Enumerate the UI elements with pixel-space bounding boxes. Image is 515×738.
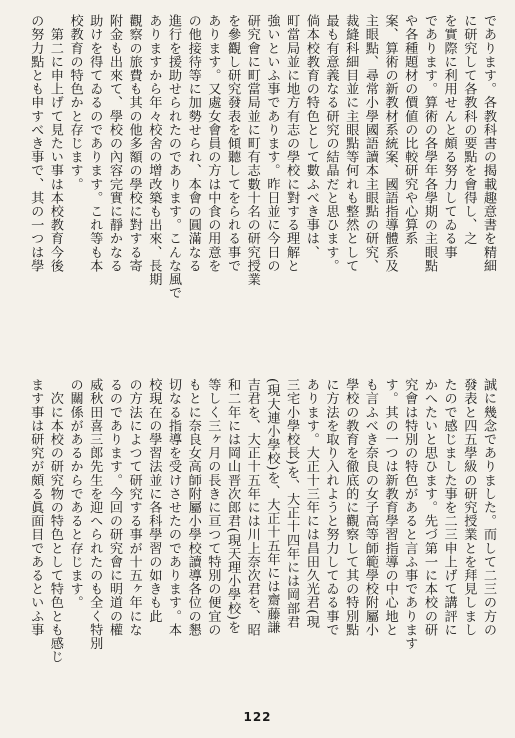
text-column: や各種題材の價値の比較研究や心算系 [402, 14, 418, 246]
text-column: 三宅小學校長)を、大正十四年には岡部君 [284, 378, 300, 629]
text-column: 町當局並に地方有志の學校に對する理解と [284, 14, 300, 273]
text-column: 校教育の特色かと存じます。 [67, 14, 83, 191]
text-column: 主眼點、尋常小學國語讀本主眼點の研究、 [362, 14, 378, 273]
text-column: に方法を取り入れようと努力してゐる事で [323, 378, 339, 637]
lower-text-block [22, 378, 498, 708]
text-column: あります。又處女會員の方は中食の用意を [205, 14, 221, 273]
text-column: 倘本校教育の特色として數ふべき事は、 [303, 14, 319, 259]
text-column: るのであります。今回の研究會に明道の權 [106, 378, 122, 637]
text-column: 附金も出來て、學校の內容完實に靜かなる [106, 14, 122, 273]
page-number: 122 [243, 710, 272, 724]
text-column: もとに奈良女高師附屬小學校讀導各位の懇 [185, 378, 201, 637]
text-column: を參觀し研究發表を傾聽してをられる事で [225, 14, 241, 273]
text-column: 和二年には岡山晋次郎君(現天理小學校)を [225, 378, 241, 634]
text-column: かへたいと思ひます。先づ第一に本校の研 [421, 378, 437, 637]
text-column: 威秋田喜三郎先生を迎へられたのも全く特別 [87, 378, 103, 650]
text-column: 最も有意義なる研究の結晶だと思ひます。 [323, 14, 339, 273]
text-column: も言ふべき奈良の女子高等師範學校附屬小 [362, 378, 378, 637]
text-column: 第二に申上げて見たい事は本校教育今後 [47, 14, 63, 273]
upper-text-block [22, 14, 498, 364]
text-column: の方法によつて研究する事が十五ヶ年にな [126, 378, 142, 637]
text-column: を實際に利用せんと頗る努力してゐる事 [441, 14, 457, 259]
text-column: (現大連小學校)を、大正十五年には齋藤謙 [264, 378, 280, 634]
text-column: 進行を援助せられたのであります。こんな風で [166, 14, 181, 300]
text-column: 研究會に町當局並に町有志數十名の研究授業 [244, 14, 260, 286]
text-column: 發表と四五學級の研究授業とを拜見しまし [461, 378, 477, 637]
text-column: ありますから年々校舍の增改築も出來、長期 [146, 14, 162, 286]
text-column: 助けを得てゐるのであります。これ等も本 [87, 14, 103, 273]
text-column: 學校の教育を徹底的に觀察して其の特別點 [343, 378, 359, 637]
text-column: 強いといふ事であります。昨日並に今日の [264, 14, 280, 273]
text-column: ます事は研究が頗る眞面目であるといふ事 [28, 378, 44, 637]
text-column: の他接待等に加勢せられ、本會の圓滿なる [185, 14, 201, 273]
text-column: に研究して各教科の要點を會得し、之 [461, 14, 477, 246]
text-column: 次に本校の研究物の特色として特色とも感じ [47, 378, 63, 664]
text-column: す。其の一つは新教育學習指導の中心地と [382, 378, 398, 637]
text-column: であります。各教科書の揭載趣意書を精細 [481, 14, 496, 273]
text-column: 裁縫科細目並に主眼點等何れも整然として [343, 14, 359, 273]
text-column: 誠に幾念でありました。而して二三の方の [481, 378, 496, 637]
text-column: 切なる指導を受けさせたのであります。本 [166, 378, 181, 637]
text-column: 觀察の旅費も其の他多額の學校に對する寄 [126, 14, 142, 273]
text-column: たので感じました事を二三申上げて講評に [441, 378, 457, 637]
text-column: 校現在の學習法並に各科學習の如きも此 [146, 378, 162, 623]
text-column: であります。算術の各學年各學期の主眼點 [421, 14, 437, 273]
text-column: あります。大正十三年には昌田久光君(現 [303, 378, 319, 629]
text-column: 案、算術の新教材系統案、國語指導體系及 [382, 14, 398, 273]
text-column: 究會は特別の特色があると言ふ事であります [402, 378, 418, 650]
text-column: の關係があるからであると存じます。 [67, 378, 83, 610]
text-column: 吉君を、大正十五年には川上奈次君を、昭 [244, 378, 260, 637]
text-column: 等しく三ヶ月の長きに亘つて特別の便宜の [205, 378, 221, 637]
text-column: の努力點とも申すべき事で、其の一つは學 [28, 14, 44, 273]
